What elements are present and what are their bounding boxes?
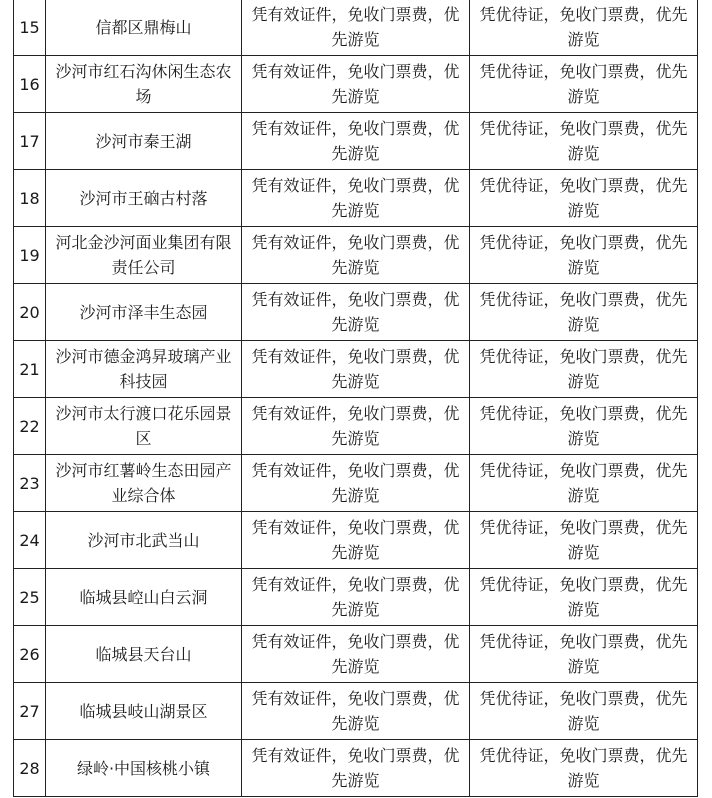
- table-row: [14, 398, 698, 455]
- row-number: 22: [14, 398, 46, 455]
- policy-cell-a: 凭有效证件，免收门票费，优先游览: [242, 683, 470, 740]
- row-number: 15: [14, 0, 46, 56]
- policy-cell-a: 凭有效证件，免收门票费，优先游览: [242, 626, 470, 683]
- table-row: [14, 341, 698, 398]
- policy-cell-a: 凭有效证件，免收门票费，优先游览: [242, 113, 470, 170]
- table-row: [14, 740, 698, 797]
- row-number: 27: [14, 683, 46, 740]
- policy-cell-a: 凭有效证件，免收门票费，优先游览: [242, 284, 470, 341]
- policy-cell-a: 凭有效证件，免收门票费，优先游览: [242, 0, 470, 56]
- policy-cell-b: 凭优待证，免收门票费，优先游览: [470, 626, 698, 683]
- scenic-spot-table: [13, 0, 698, 797]
- row-number: 20: [14, 284, 46, 341]
- policy-cell-b: 凭优待证，免收门票费，优先游览: [470, 683, 698, 740]
- policy-cell-a: 凭有效证件，免收门票费，优先游览: [242, 740, 470, 797]
- scenic-spot-name: 临城县天台山: [46, 626, 242, 683]
- policy-cell-a: 凭有效证件，免收门票费，优先游览: [242, 56, 470, 113]
- scenic-spot-name: 沙河市红薯岭生态田园产业综合体: [46, 455, 242, 512]
- table-row: [14, 626, 698, 683]
- policy-cell-a: 凭有效证件，免收门票费，优先游览: [242, 227, 470, 284]
- policy-cell-a: 凭有效证件，免收门票费，优先游览: [242, 170, 470, 227]
- row-number: 24: [14, 512, 46, 569]
- policy-cell-b: 凭优待证，免收门票费，优先游览: [470, 455, 698, 512]
- policy-cell-b: 凭优待证，免收门票费，优先游览: [470, 740, 698, 797]
- table-row: [14, 56, 698, 113]
- row-number: 26: [14, 626, 46, 683]
- policy-cell-b: 凭优待证，免收门票费，优先游览: [470, 56, 698, 113]
- scenic-spot-name: 临城县岐山湖景区: [46, 683, 242, 740]
- row-number: 19: [14, 227, 46, 284]
- policy-cell-a: 凭有效证件，免收门票费，优先游览: [242, 341, 470, 398]
- policy-cell-b: 凭优待证，免收门票费，优先游览: [470, 284, 698, 341]
- table-row: [14, 683, 698, 740]
- scenic-spot-name: 绿岭·中国核桃小镇: [46, 740, 242, 797]
- policy-cell-b: 凭优待证，免收门票费，优先游览: [470, 170, 698, 227]
- policy-cell-b: 凭优待证，免收门票费，优先游览: [470, 512, 698, 569]
- scenic-spot-name: 临城县崆山白云洞: [46, 569, 242, 626]
- row-number: 25: [14, 569, 46, 626]
- row-number: 28: [14, 740, 46, 797]
- table-row: [14, 284, 698, 341]
- scenic-spot-name: 沙河市太行渡口花乐园景区: [46, 398, 242, 455]
- table-row: [14, 0, 698, 56]
- row-number: 23: [14, 455, 46, 512]
- scenic-spot-name: 河北金沙河面业集团有限责任公司: [46, 227, 242, 284]
- policy-cell-a: 凭有效证件，免收门票费，优先游览: [242, 512, 470, 569]
- scenic-spot-name: 沙河市泽丰生态园: [46, 284, 242, 341]
- table-row: [14, 227, 698, 284]
- scenic-spot-name: 信都区鼎梅山: [46, 0, 242, 56]
- table-body: [14, 0, 698, 797]
- row-number: 16: [14, 56, 46, 113]
- policy-cell-b: 凭优待证，免收门票费，优先游览: [470, 113, 698, 170]
- row-number: 18: [14, 170, 46, 227]
- policy-cell-b: 凭优待证，免收门票费，优先游览: [470, 227, 698, 284]
- table-row: [14, 569, 698, 626]
- policy-cell-a: 凭有效证件，免收门票费，优先游览: [242, 569, 470, 626]
- scenic-spot-name: 沙河市王硇古村落: [46, 170, 242, 227]
- table-row: [14, 170, 698, 227]
- policy-cell-b: 凭优待证，免收门票费，优先游览: [470, 398, 698, 455]
- policy-cell-b: 凭优待证，免收门票费，优先游览: [470, 569, 698, 626]
- policy-cell-a: 凭有效证件，免收门票费，优先游览: [242, 455, 470, 512]
- policy-cell-b: 凭优待证，免收门票费，优先游览: [470, 0, 698, 56]
- table-row: [14, 512, 698, 569]
- table-row: [14, 113, 698, 170]
- table-row: [14, 455, 698, 512]
- scenic-spot-name: 沙河市德金鸿昇玻璃产业科技园: [46, 341, 242, 398]
- row-number: 21: [14, 341, 46, 398]
- policy-cell-b: 凭优待证，免收门票费，优先游览: [470, 341, 698, 398]
- row-number: 17: [14, 113, 46, 170]
- scenic-spot-name: 沙河市北武当山: [46, 512, 242, 569]
- policy-cell-a: 凭有效证件，免收门票费，优先游览: [242, 398, 470, 455]
- scenic-spot-name: 沙河市秦王湖: [46, 113, 242, 170]
- scenic-spot-name: 沙河市红石沟休闲生态农场: [46, 56, 242, 113]
